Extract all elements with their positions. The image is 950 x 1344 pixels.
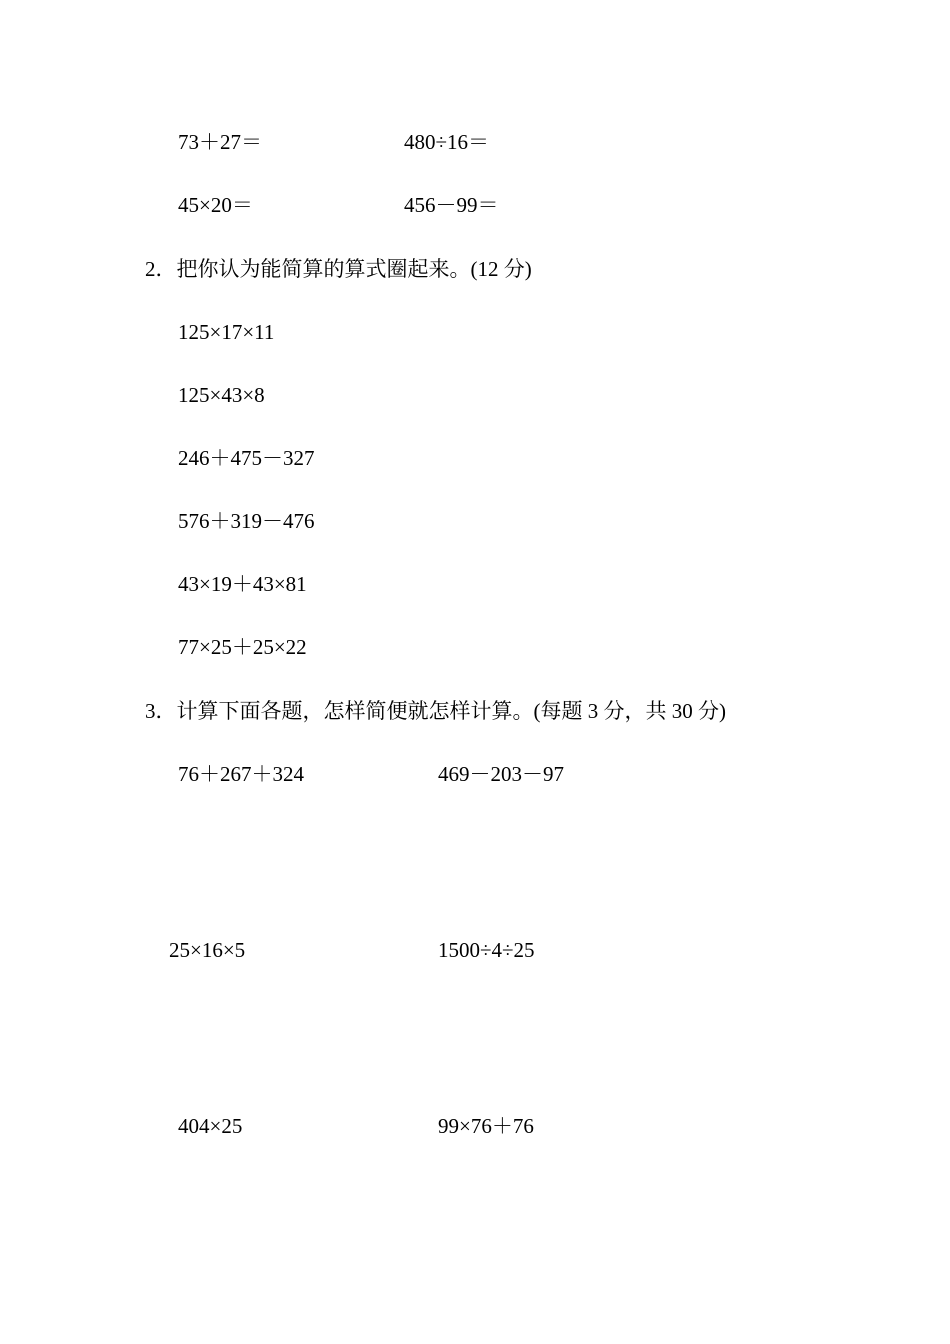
circle-candidate-5: 43×19＋43×81 [178,572,307,596]
expression-45-times-20: 45×20＝ [178,193,253,217]
calc-problem-2: 469－203－97 [438,762,564,786]
expression-73-plus-27: 73＋27＝ [178,130,262,154]
calc-problem-5: 404×25 [178,1114,243,1138]
circle-candidate-6: 77×25＋25×22 [178,635,307,659]
calc-problem-1: 76＋267＋324 [178,762,304,786]
calc-problem-3: 25×16×5 [169,938,246,962]
circle-candidate-4: 576＋319－476 [178,509,315,533]
section-2-heading: 2．把你认为能简算的算式圈起来。(12 分) [145,257,532,281]
section-3-heading: 3．计算下面各题，怎样简便就怎样计算。(每题 3 分，共 30 分) [145,699,726,723]
circle-candidate-2: 125×43×8 [178,383,265,407]
circle-candidate-3: 246＋475－327 [178,446,315,470]
calc-problem-4: 1500÷4÷25 [438,938,535,962]
expression-456-minus-99: 456－99＝ [404,193,499,217]
expression-480-div-16: 480÷16＝ [404,130,490,154]
circle-candidate-1: 125×17×11 [178,320,275,344]
calc-problem-6: 99×76＋76 [438,1114,534,1138]
